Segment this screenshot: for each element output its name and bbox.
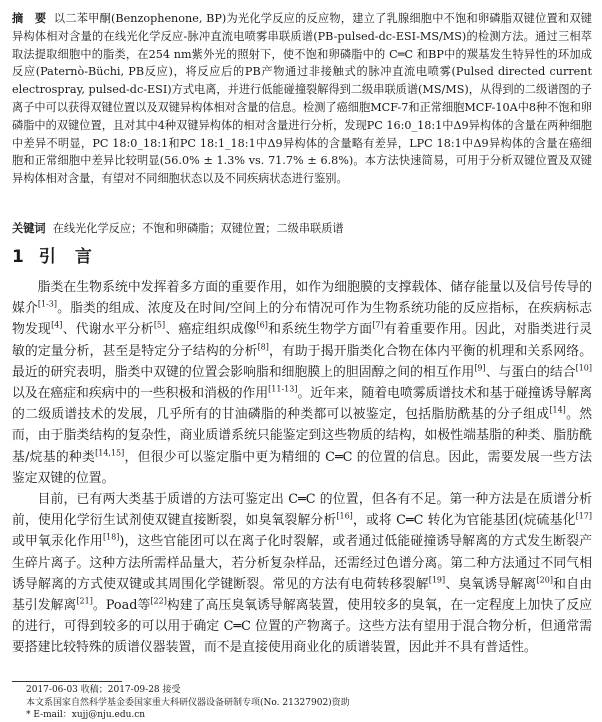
footnote-email: * E-mail：xujj@nju.edu.cn: [26, 710, 146, 720]
text-run: 、臭氧诱导解离: [445, 576, 537, 592]
citation-ref: [6]: [256, 321, 268, 331]
text-run: 、代谢水平分析: [62, 322, 154, 338]
text-run: 和系统生物学方面: [267, 322, 373, 338]
citation-ref: [7]: [372, 321, 384, 331]
citation-ref: [18]: [102, 533, 120, 543]
text-run: 以及在癌症和疾病中的一些积极和消极的作用: [12, 386, 269, 402]
section-number: 1: [12, 247, 25, 267]
text-run: 。近年来，随着电喷雾质谱技术和基于碰撞诱导解离的二级质谱技术的发展，几乎所有的甘油磷脂的种类都可以被鉴定，包括脂肪酰基的分子组成: [12, 386, 593, 423]
footnote-dates: 2017-06-03 收稿；2017-09-28 接受: [26, 685, 181, 695]
text-run: ，或将 C═C 转化为官能基团(烷硫基化: [352, 513, 576, 529]
text-run: 和自由基引发解离: [12, 576, 593, 614]
text-run: 脂类在生物系统中发挥着多方面的重要作用，如作为细胞膜的支撑载体、储存能量以及信号传导的媒介: [12, 280, 592, 317]
text-run: 、与蛋白的结合: [485, 364, 576, 380]
text-run: 。然而，由于脂类结构的复杂性，商业质谱系统只能鉴定到这些物质的结构，如极性端基脂的种类、脂肪酰基/烷基的种类: [12, 407, 593, 465]
paragraph-1: [12, 277, 592, 489]
citation-ref: [14]: [549, 405, 566, 415]
citation-ref: [16]: [336, 511, 353, 521]
citation-ref: [21]: [76, 596, 93, 606]
text-run: 、癌症组织成像: [165, 322, 257, 338]
section-title: 引 言: [38, 247, 93, 267]
text-run: 目前，已有两大类基于质谱的方法可鉴定出 C═C 的位置，但各有不足。第一种方法是在质谱分析前，使用化学衍生试剂使双键直接断裂，如臭氧裂解分析: [12, 492, 592, 529]
text-run: 或甲氧汞化作用: [12, 534, 103, 550]
footnotes: [12, 684, 592, 722]
keywords: [12, 221, 592, 237]
text-run: 有着重要作用。因此，对脂类进行灵敏的定量分析，甚至是特定分子结构的分析: [12, 322, 593, 359]
citation-ref: [8]: [257, 342, 269, 352]
citation-ref: [20]: [536, 575, 553, 585]
footnote-divider: [12, 681, 122, 682]
text-run: 。Poad等: [92, 598, 151, 614]
section-heading: [12, 246, 592, 268]
citation-ref: [1-3]: [37, 299, 58, 309]
keywords-label: 关键词: [12, 222, 46, 235]
citation-ref: [19]: [428, 575, 446, 585]
citation-ref: [14,15]: [95, 448, 125, 458]
citation-ref: [22]: [150, 596, 167, 606]
citation-ref: [5]: [153, 321, 166, 331]
abstract-label: 摘 要: [12, 12, 47, 25]
text-run: ，但很少可以鉴定脂中更为精细的 C═C 的位置的信息。因此，需要发展一些方法鉴定双键的位置。: [12, 449, 592, 486]
citation-ref: [10]: [575, 363, 593, 373]
paragraph-2: [12, 489, 592, 659]
text-run: 。脂类的组成、浓度及在时间/空间上的分布情况可作为生物系统功能的反应指标，在疾病标志物发现: [12, 301, 593, 338]
citation-ref: [4]: [51, 321, 63, 331]
text-run: 构建了高压臭氧诱导解离装置，使用较多的臭氧，在一定程度上加快了反应的进行，可得到较多的可以用于确定 C═C 位置的产物离子。这些方法有望用于混合物分析，但通常需要搭建比较特殊的质谱仪器装置，而不是直接使用商业化的质谱装置，因此并不具有普适性。: [12, 598, 592, 656]
abstract: [12, 10, 592, 188]
citation-ref: [9]: [474, 363, 486, 373]
text-run: )，这些官能团可以在离子化时裂解，或者通过低能碰撞诱导解离的方式发生断裂产生碎片离子。这种方法所需样品量大，若分析复杂样品，还需经过色谱分离。第二种方法通过不同气相诱导解离的方式使双键或其周围化学键断裂。常见的方法有电荷转移裂解: [12, 534, 592, 592]
citation-ref: [11-13]: [268, 384, 298, 394]
citation-ref: [17]: [575, 511, 592, 521]
abstract-text: 以二苯甲酮(Benzophenone, BP)为光化学反应的反应物，建立了乳腺细胞中不饱和卵磷脂双键位置和双键异构体相对含量的在线光化学反应-脉冲直流电喷雾串联质谱(PB-pulsed-dc-ESI-MS/MS)的检测方法。通过三相萃取法提取细胞中的脂类，在254 nm紫外光的照射下，使不饱和卵磷脂中的 C═C 和BP中的羰基发生特异性的环加成反应(Paternò-Büchi, PB反应)，将反应后的PB产物通过非接触式的脉冲直流电喷雾(Pulsed directed current electrospray, pulsed-dc-ESI)方式电离，并进行低能碰撞裂解得到二级串联质谱(MS/MS)，从得到的二级谱图的子离子中可以获得双键位置以及双键异构体相对含量的信息。检测了癌细胞MCF-7和正常细胞MCF-10A中8种不饱和卵磷脂中的双键位置，且对其中4种双键异构体的相对含量进行分析，发现PC 16:0_18:1中Δ9异构体的含量在两种细胞中差异不明显，PC 18:0_18:1和PC 18:1_18:1中Δ9异构体的含量略有差异，LPC 18:1中Δ9异构体的含量在癌细胞和正常细胞中差异比较明显(56.0% ± 1.3% vs. 71.7% ± 6.8%)。本方法快速简易，可用于分析双键位置及双键异构体相对含量，有望对不同细胞状态以及不同疾病状态进行鉴别。: [12, 12, 592, 186]
body-text: [12, 277, 592, 659]
keywords-text: 在线光化学反应；不饱和卵磷脂；双键位置；二级串联质谱: [52, 222, 344, 235]
footnote-funding: 本文系国家自然科学基金委国家重大科研仪器设备研制专项(No. 21327902)资助: [26, 697, 350, 708]
text-run: ，有助于揭开脂类化合物在体内平衡的机理和关系网络。最近的研究表明，脂类中双键的位置会影响脂和细胞膜上的胆固醇之间的相互作用: [12, 343, 593, 380]
